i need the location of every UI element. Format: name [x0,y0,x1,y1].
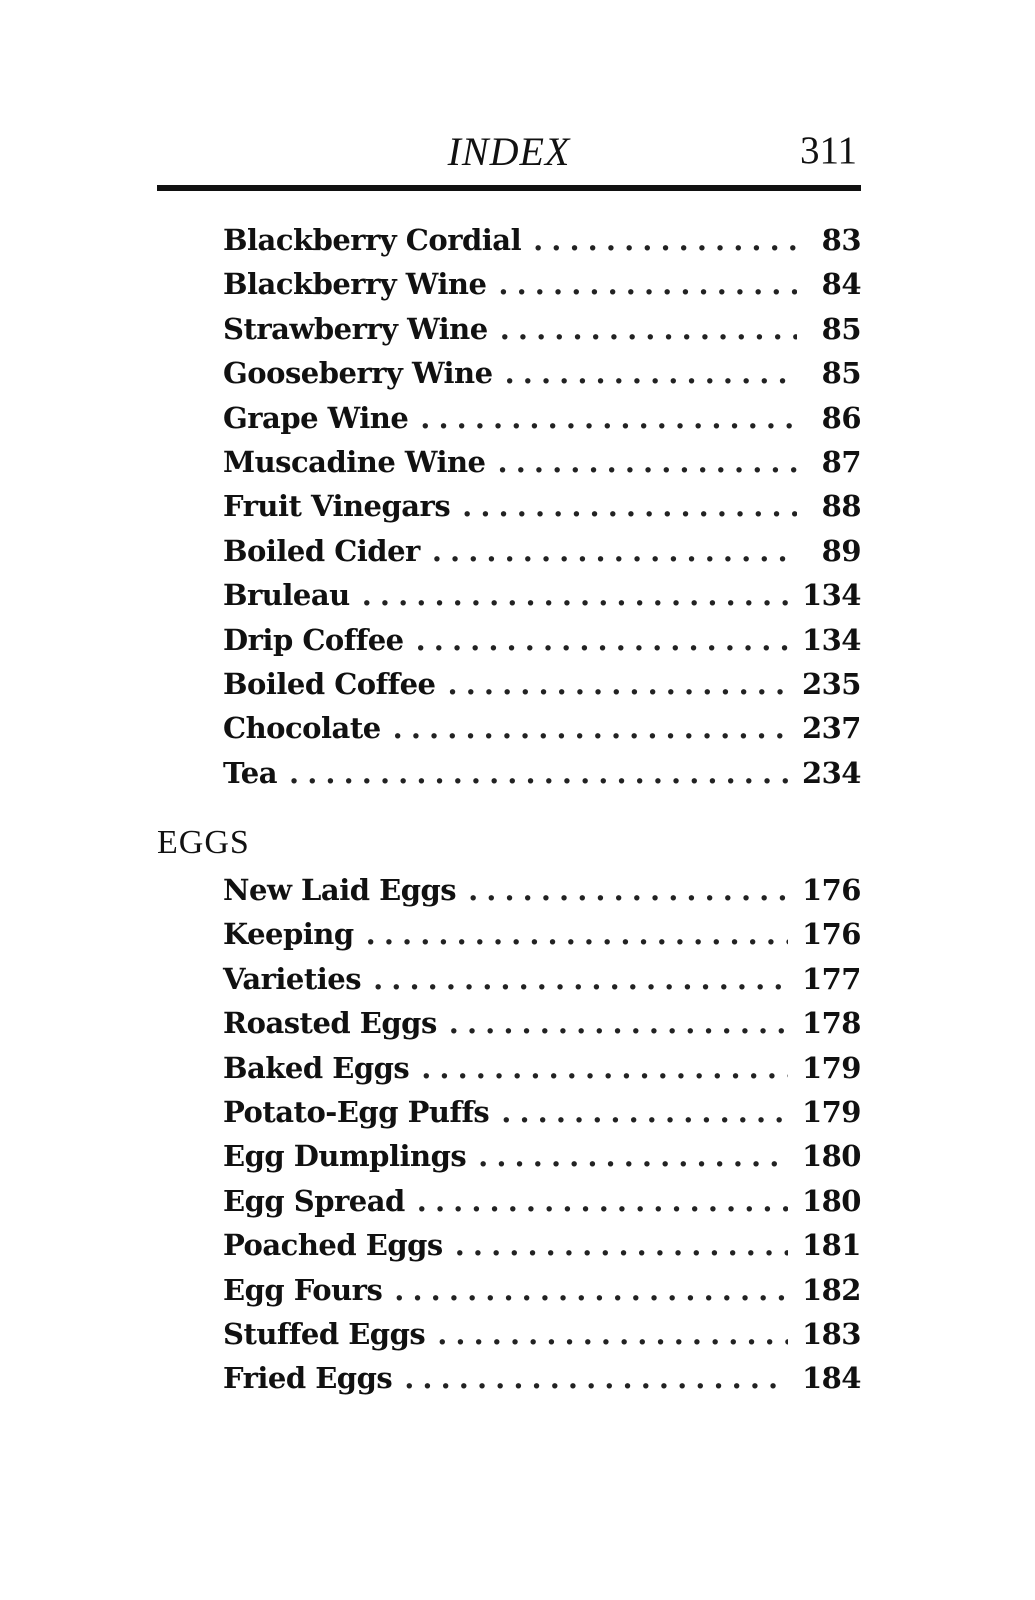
entry-page-number: 237 [801,711,861,746]
entry-label: Fruit Vinegars [223,489,451,524]
entry-page-number: 183 [801,1316,861,1351]
entry-page-number: 176 [801,873,861,907]
section-heading-eggs: EGGS [157,824,250,861]
dot-leader [500,307,797,351]
entry-label: Egg Fours [223,1272,383,1307]
entry-page-number: 134 [801,622,861,657]
entry-label: Blackberry Wine [223,267,487,302]
dot-leader [366,912,788,956]
entry-label: Muscadine Wine [223,444,486,479]
index-entry [157,662,861,706]
drinks-entry-list [157,218,861,795]
entry-label: Roasted Eggs [223,1006,437,1041]
entry-label: Keeping [223,917,354,952]
index-entry [157,1134,861,1178]
dot-leader [478,1134,788,1178]
dot-leader [432,529,797,573]
entry-label: Stuffed Eggs [223,1316,426,1351]
entry-page-number: 180 [801,1139,861,1174]
entry-page-number: 86 [821,400,861,435]
running-head [157,120,861,180]
entry-label: Boiled Coffee [223,666,436,701]
entry-label: Drip Coffee [223,622,404,657]
entry-page-number: 179 [801,1050,861,1085]
index-entry [157,751,861,795]
index-entry [157,1001,861,1045]
entry-page-number: 182 [801,1272,861,1307]
index-entry [157,912,861,956]
entry-page-number: 87 [821,444,861,479]
entry-page-number: 179 [801,1094,861,1129]
dot-leader [420,396,797,440]
page-title: INDEX [447,129,571,174]
dot-leader [417,1179,788,1223]
dot-leader [455,1223,788,1267]
dot-leader [448,662,788,706]
entry-label: Chocolate [223,711,381,746]
dot-leader [404,1356,788,1400]
dot-leader [533,218,797,262]
index-entry [157,1356,861,1400]
entry-label: Strawberry Wine [223,311,488,346]
entry-page-number: 83 [821,223,861,257]
index-entry [157,957,861,1001]
entry-page-number: 176 [801,917,861,952]
entry-page-number: 234 [801,755,861,790]
index-entry [157,262,861,306]
index-entry [157,440,861,484]
dot-leader [468,868,788,912]
dot-leader [437,1312,788,1356]
entry-page-number: 89 [821,533,861,568]
index-entry [157,307,861,351]
index-entry [157,706,861,750]
index-entry [157,1179,861,1223]
dot-leader [362,573,788,617]
index-entry [157,218,861,262]
entry-page-number: 177 [801,961,861,996]
entry-label: Grape Wine [223,400,409,435]
entry-label: Potato-Egg Puffs [223,1094,490,1129]
index-entry [157,484,861,528]
entry-label: Egg Spread [223,1183,405,1218]
entry-page-number: 88 [821,489,861,524]
index-entry [157,396,861,440]
entry-label: Bruleau [223,578,350,613]
entry-page-number: 235 [801,666,861,701]
entry-label: Fried Eggs [223,1361,393,1396]
dot-leader [498,262,797,306]
dot-leader [373,957,788,1001]
dot-leader [421,1046,788,1090]
index-entry [157,529,861,573]
dot-leader [289,751,788,795]
dot-leader [462,484,797,528]
dot-leader [394,1268,788,1312]
index-entry [157,1223,861,1267]
dot-leader [501,1090,788,1134]
entry-label: Varieties [223,961,362,996]
dot-leader [498,440,798,484]
entry-page-number: 85 [821,311,861,346]
entry-page-number: 85 [821,356,861,391]
page-number: 311 [799,129,857,172]
index-entry [157,1090,861,1134]
dot-leader [449,1001,788,1045]
index-entry [157,1268,861,1312]
entry-label: Tea [223,755,277,790]
entry-page-number: 181 [801,1228,861,1263]
eggs-section [157,818,861,1401]
entry-page-number: 180 [801,1183,861,1218]
index-entry [157,868,861,912]
header-rule [157,185,861,191]
index-entry [157,573,861,617]
index-entry [157,1312,861,1356]
entry-page-number: 178 [801,1006,861,1041]
index-entry [157,618,861,662]
entry-page-number: 84 [821,267,861,302]
entry-label: New Laid Eggs [223,873,457,907]
entry-label: Blackberry Cordial [223,223,522,257]
dot-leader [416,618,788,662]
entry-label: Baked Eggs [223,1050,410,1085]
index-entry [157,351,861,395]
dot-leader [393,706,788,750]
entry-label: Egg Dumplings [223,1139,467,1174]
dot-leader [505,351,797,395]
entry-page-number: 184 [801,1361,861,1396]
entry-page-number: 134 [801,578,861,613]
entry-label: Boiled Cider [223,533,420,568]
entry-label: Gooseberry Wine [223,356,493,391]
entry-label: Poached Eggs [223,1228,443,1263]
index-entry [157,1046,861,1090]
